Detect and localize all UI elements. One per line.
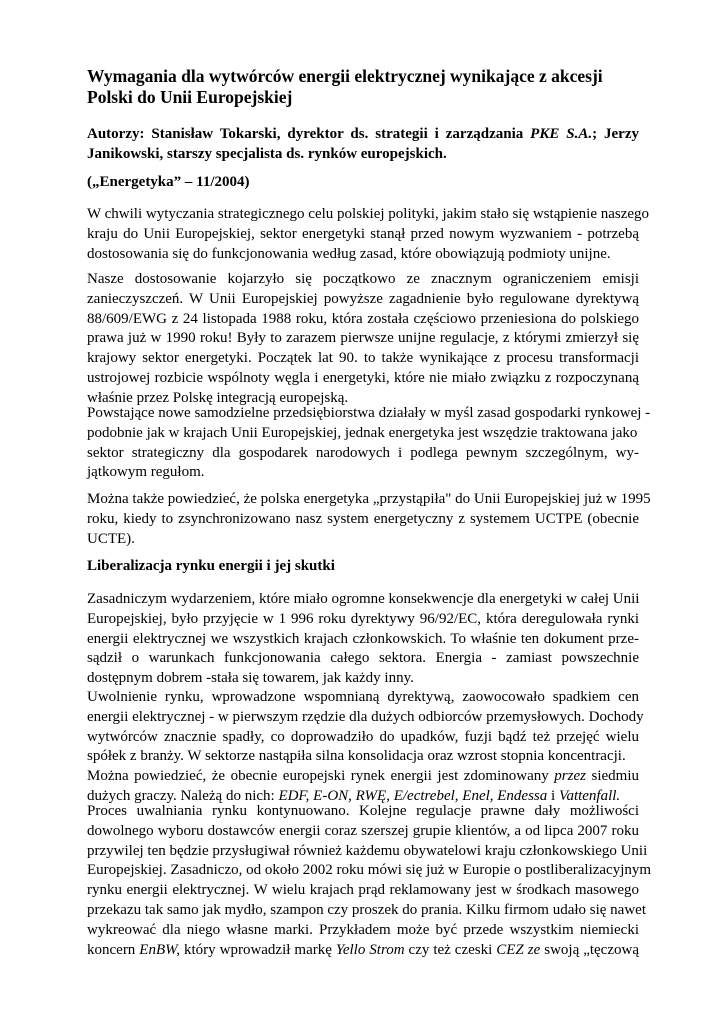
text-line: przekazu tak samo jak mydło, szampon czy proszek do prania. Kilku firmom udało się nawet bbox=[87, 901, 646, 918]
text-line: energii elektrycznej - w pierwszym rzędzie dla dużych odbiorców przemysłowych. Dochody bbox=[87, 708, 644, 725]
text-line: rynku energii elektrycznej. W wielu krajach prąd reklamowany jest w środkach masowego bbox=[87, 882, 639, 899]
text-line: Nasze dostosowanie kojarzyło się początkowo ze znacznym ograniczeniem emisji bbox=[87, 271, 639, 287]
paragraph-1 bbox=[87, 205, 650, 264]
text-run: siedmiu bbox=[585, 768, 640, 785]
text-line: Uwolnienie rynku, wprowadzone wspomnianą dyrektywą, zaowocowało spadkiem cen bbox=[87, 689, 639, 705]
text-line: W chwili wytyczania strategicznego celu polskiej polityki, jakim stało się wstąpienie naszego bbox=[87, 206, 650, 222]
authors-line bbox=[87, 124, 639, 164]
brand-cez: CEZ ze bbox=[496, 941, 541, 958]
text-line: krajowy sektor energetyki. Początek lat 90. to także wynikające z procesu transformacji bbox=[87, 350, 639, 367]
paragraph-4 bbox=[87, 490, 651, 549]
text-run-italic: przez bbox=[554, 768, 586, 785]
source-citation: („Energetyka” – 11/2004) bbox=[87, 174, 250, 190]
text-line: UCTE). bbox=[87, 530, 135, 547]
company-vattenfall: Vattenfall. bbox=[558, 787, 621, 804]
text-line: prawa już w 1990 roku! Były to zarazem pierwsze unijne regulacje, z którymi zmierzył się bbox=[87, 330, 639, 347]
document-title: Wymagania dla wytwórców energii elektrycznej wynikające z akcesji Polski do Unii Europejskiej bbox=[87, 66, 603, 107]
paragraph-8 bbox=[87, 802, 652, 960]
brand-yello-strom: Yello Strom bbox=[335, 941, 405, 958]
text-line: sądził o warunkach funkcjonowania całego sektora. Energia - zamiast powszechnie bbox=[87, 650, 639, 667]
authors-prefix: Autorzy: Stanisław Tokarski, dyrektor ds. strategii i zarządzania bbox=[87, 126, 531, 142]
text-line: Proces uwalniania rynku kontynuowano. Kolejne regulacje prawne dały możliwości bbox=[87, 803, 639, 819]
text-line: podobnie jak w krajach Unii Europejskiej, jednak energetyka jest wszędzie traktowana jako bbox=[87, 424, 638, 441]
text-line: wytwórców znacznie spadły, co doprowadziło do upadków, fuzji bądź też przejęć wielu bbox=[87, 728, 639, 745]
text-line: zanieczyszczeń. W Unii Europejskiej powyższe zagadnienie było regulowane dyrektywą bbox=[87, 290, 639, 307]
text-line: roku, kiedy to zsynchronizowano nasz system energetyczny z systemem UCTPE (obecnie bbox=[87, 510, 639, 527]
text-line bbox=[87, 767, 639, 787]
text-line: Zasadniczym wydarzeniem, które miało ogromne konsekwencje dla energetyki w całej Unii bbox=[87, 591, 640, 607]
brand-enbw: EnBW, bbox=[139, 941, 180, 958]
text-line: dostępnym dobrem -stała się towarem, jak każdy inny. bbox=[87, 670, 414, 687]
paragraph-5 bbox=[87, 590, 639, 689]
text-line: sektor strategiczny dla gospodarek narodowych i podlega pewnym szczególnym, wy- bbox=[87, 444, 639, 461]
paragraph-2 bbox=[87, 270, 639, 409]
text-run: swoją „tęczową bbox=[540, 941, 639, 958]
authors-suffix: ; Jerzy Janikowski, starszy specjalista ds. rynków europejskich. bbox=[87, 126, 639, 162]
section-heading: Liberalizacja rynku energii i jej skutki bbox=[87, 558, 335, 574]
text-run: Można powiedzieć, że obecnie europejski rynek energii jest zdominowany bbox=[87, 768, 555, 785]
text-run: koncern bbox=[87, 941, 140, 958]
text-line: 88/609/EWG z 24 listopada 1988 roku, która została częściowo przeniesiona do polskiego bbox=[87, 310, 639, 327]
text-line: wykreować dla niego własne marki. Przykładem może być przede wszystkim niemiecki bbox=[87, 921, 639, 938]
text-line: Można także powiedzieć, że polska energetyka „przystąpiła" do Unii Europejskiej już w 1995 bbox=[87, 491, 651, 507]
text-line: dostosowania się do funkcjonowania według zasad, które obowiązują podmioty unijne. bbox=[87, 245, 611, 262]
text-run: i bbox=[547, 787, 559, 804]
text-line: spółek z branży. W sektorze nastąpiła silna konsolidacja oraz wzrost stopnia koncentracji. bbox=[87, 748, 626, 765]
text-line: ustrojowej rozbicie wspólnoty węgla i energetyki, które nie miało związku z rozpoczynaną bbox=[87, 369, 639, 386]
text-line: jątkowym regułom. bbox=[87, 464, 205, 481]
text-line: dowolnego wyboru dostawców energii coraz szerszej grupie klientów, a od lipca 2007 roku bbox=[87, 822, 639, 839]
paragraph-3 bbox=[87, 404, 651, 483]
text-line: Europejskiej. Zasadniczo, od około 2002 roku mówi się już w Europie o postliberalizacyjnym bbox=[87, 862, 652, 879]
text-line: przywilej ten będzie przysługiwał również każdemu obywatelowi kraju członkowskiego Unii bbox=[87, 842, 648, 859]
text-line: kraju do Unii Europejskiej, sektor energetyki stanął przed nowym wyzwaniem - potrzebą bbox=[87, 225, 639, 242]
company-list: EDF, E-ON, RWĘ, E/ectrebel, Enel, Endessa bbox=[278, 787, 548, 804]
text-line: Powstające nowe samodzielne przedsiębiorstwa działały w myśl zasad gospodarki rynkowej - bbox=[87, 405, 651, 421]
text-line: energii elektrycznej we wszystkich krajach członkowskich. To właśnie ten dokument prze- bbox=[87, 630, 639, 647]
text-line: Europejskiej, było przyjęcie w 1 996 roku dyrektywy 96/92/EC, która deregulowała rynki bbox=[87, 610, 639, 627]
text-run: czy też czeski bbox=[404, 941, 497, 958]
text-line: właśnie przez Polskę integracją europejską. bbox=[87, 389, 349, 406]
text-line bbox=[87, 941, 639, 961]
text-run: dużych graczy. Należą do nich: bbox=[87, 787, 279, 804]
company-name: PKE S.A. bbox=[530, 126, 593, 142]
text-run: który wprowadził markę bbox=[180, 941, 336, 958]
paragraph-6 bbox=[87, 688, 644, 807]
